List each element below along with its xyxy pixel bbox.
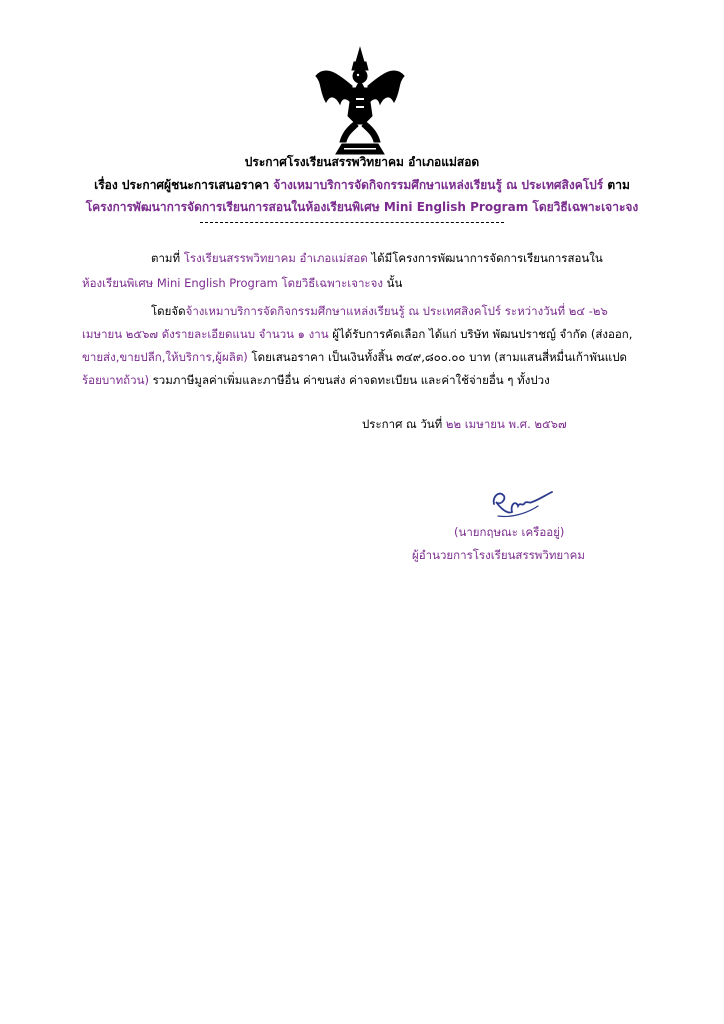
paragraph-2-line-4	[82, 370, 550, 390]
p2-price: โดยเสนอราคา เป็นเงินทั้งสิ้น ๓๔๙,๘๐๐.๐๐ บาท (สามแสนสี่หมื่นเก้าพันแปด	[247, 350, 627, 364]
p2-service: จ้างเหมาบริการจัดกิจกรรมศึกษาแหล่งเรียนรู้ ณ ประเทศสิงคโปร์ ระหว่างวันที่ ๒๔ -๒๖	[185, 304, 608, 318]
paragraph-2-line-1	[151, 301, 608, 321]
signer-position: ผู้อำนวยการโรงเรียนสรรพวิทยาคม	[412, 548, 585, 562]
p1-school: โรงเรียนสรรพวิทยาคม อำเภอแม่สอด	[183, 251, 368, 265]
p2-company-type: ขายส่ง,ขายปลีก,ให้บริการ,ผู้ผลิต)	[82, 350, 248, 364]
announcement-title	[0, 152, 724, 172]
p1-prefix: ตามที่	[151, 251, 184, 265]
paragraph-1-line-1	[151, 248, 603, 268]
p1-suffix: ได้มีโครงการพัฒนาการจัดการเรียนการสอนใน	[367, 251, 603, 265]
p1-end: นั้น	[382, 276, 403, 290]
subject-highlight: จ้างเหมาบริการจัดกิจกรรมศึกษาแหล่งเรียนรู้ ณ ประเทศสิงคโปร์	[273, 178, 604, 192]
title-prefix: ประกาศ	[244, 155, 287, 169]
p2-period: เมษายน ๒๕๖๗ ดังรายละเอียดแนบ จำนวน ๑ งาน	[82, 327, 329, 341]
subject-suffix: ตาม	[603, 178, 630, 192]
p2-prefix: โดยจัด	[151, 304, 186, 318]
signer-name: (นายกฤษณะ เครืออยู่)	[454, 525, 565, 539]
announcement-date	[362, 414, 567, 434]
p2-price-words: ร้อยบาทถ้วน)	[82, 373, 149, 387]
paragraph-2-line-3	[82, 347, 627, 367]
divider	[200, 222, 504, 223]
garuda-emblem-icon	[312, 46, 408, 156]
p1-project: ห้องเรียนพิเศษ Mini English Program โดยวิธีเฉพาะเจาะจง	[82, 276, 383, 290]
date-value: ๒๒ เมษายน พ.ศ. ๒๕๖๗	[445, 417, 567, 431]
p2-winner: ผู้ได้รับการคัดเลือก ได้แก่ บริษัท พัฒนปราชญ์ จำกัด (ส่งออก,	[328, 327, 633, 341]
announcement-subject	[0, 175, 724, 195]
p2-inclusions: รวมภาษีมูลค่าเพิ่มและภาษีอื่น ค่าขนส่ง ค่าจดทะเบียน และค่าใช้จ่ายอื่น ๆ ทั้งปวง	[148, 373, 550, 387]
signature	[480, 476, 560, 520]
paragraph-2-line-2	[82, 324, 632, 344]
subject-prefix: เรื่อง ประกาศผู้ชนะการเสนอราคา	[94, 178, 274, 192]
title-school: โรงเรียนสรรพวิทยาคม อำเภอแม่สอด	[286, 155, 480, 169]
paragraph-1-line-2	[82, 273, 402, 293]
announcement-subject-line2: โครงการพัฒนาการจัดการเรียนการสอนในห้องเรียนพิเศษ Mini English Program โดยวิธีเฉพาะเจาะจง	[85, 200, 639, 214]
date-prefix: ประกาศ ณ วันที่	[362, 417, 446, 431]
